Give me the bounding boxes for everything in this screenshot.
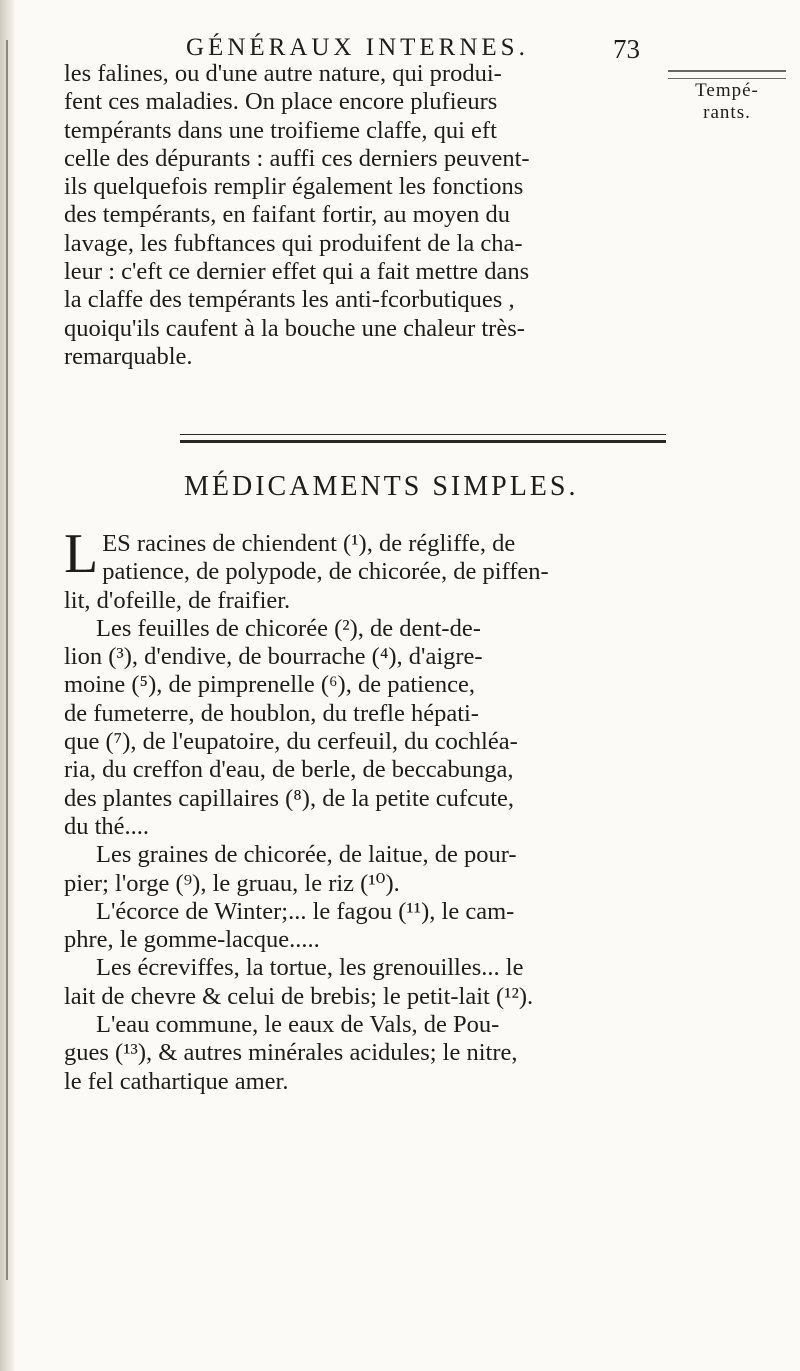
text-line: gues (¹³), & autres minérales acidules; le nitre,: [64, 1039, 518, 1067]
text-line: patience, de polypode, de chicorée, de piffen-: [102, 558, 549, 586]
text-line: fent ces maladies. On place encore plufieurs: [64, 88, 498, 116]
text-line: du thé....: [64, 812, 150, 840]
section-heading: MÉDICAMENTS SIMPLES.: [184, 471, 579, 502]
text-line: Les feuilles de chicorée (²), de dent-de-: [96, 614, 481, 642]
text-line: Les écreviffes, la tortue, les grenouilles... le: [96, 954, 524, 982]
running-head-title: GÉNÉRAUX INTERNES.: [186, 34, 529, 61]
text-line: de fumeterre, de houblon, du trefle hépati-: [64, 699, 479, 727]
binding-line: [6, 40, 8, 1280]
text-line: des tempérants, en faifant fortir, au moyen du: [64, 201, 510, 229]
section-rule: [180, 434, 666, 443]
intro-paragraph: [64, 60, 650, 371]
text-line: lavage, les fubftances qui produifent de la cha-: [64, 229, 523, 257]
text-line: leur : c'eft ce dernier effet qui a fait mettre dans: [64, 258, 530, 286]
text-line: le fel cathartique amer.: [64, 1067, 289, 1095]
text-line: Les graines de chicorée, de laitue, de pour-: [96, 841, 517, 869]
text-line: des plantes capillaires (⁸), de la petite cufcute,: [64, 784, 515, 812]
text-line: les falines, ou d'une autre nature, qui produi-: [64, 60, 502, 87]
text-line: pier; l'orge (⁹), le gruau, le riz (¹⁰).: [64, 869, 400, 897]
text-line: que (⁷), de l'eupatoire, du cerfeuil, du cochléa-: [64, 728, 518, 756]
text-line: ils quelquefois remplir également les fonctions: [64, 173, 524, 201]
text-line: moine (⁵), de pimprenelle (⁶), de patience,: [64, 671, 475, 699]
text-line: lait de chevre & celui de brebis; le petit-lait (¹²).: [64, 982, 534, 1010]
text-line: la claffe des tempérants les anti-fcorbutiques ,: [64, 286, 515, 314]
body-text: [64, 523, 650, 1096]
margin-rule: [668, 70, 786, 79]
text-line: celle des dépurants : auffi ces derniers peuvent-: [64, 144, 530, 172]
drop-cap: L: [64, 523, 99, 585]
text-line: L'écorce de Winter;... le fagou (¹¹), le cam-: [96, 897, 515, 925]
text-line: tempérants dans une troifieme claffe, qui eft: [64, 116, 497, 144]
page-number: 73: [613, 34, 640, 64]
text-line: phre, le gomme-lacque.....: [64, 926, 320, 954]
margin-note-line: Tempé-: [695, 80, 759, 101]
margin-note-line: rants.: [703, 102, 751, 123]
text-line: lion (³), d'endive, de bourrache (⁴), d'aigre-: [64, 643, 483, 671]
text-line: lit, d'ofeille, de fraifier.: [64, 586, 291, 614]
margin-note: [672, 80, 782, 124]
text-line: L'eau commune, le eaux de Vals, de Pou-: [96, 1011, 500, 1039]
text-line: quoiqu'ils caufent à la bouche une chaleur très-: [64, 314, 525, 342]
text-line-content: ES racines de chiendent (¹), de régliffe, de: [102, 530, 516, 557]
text-line: remarquable.: [64, 342, 193, 370]
text-line: ria, du creffon d'eau, de berle, de beccabunga,: [64, 756, 514, 784]
